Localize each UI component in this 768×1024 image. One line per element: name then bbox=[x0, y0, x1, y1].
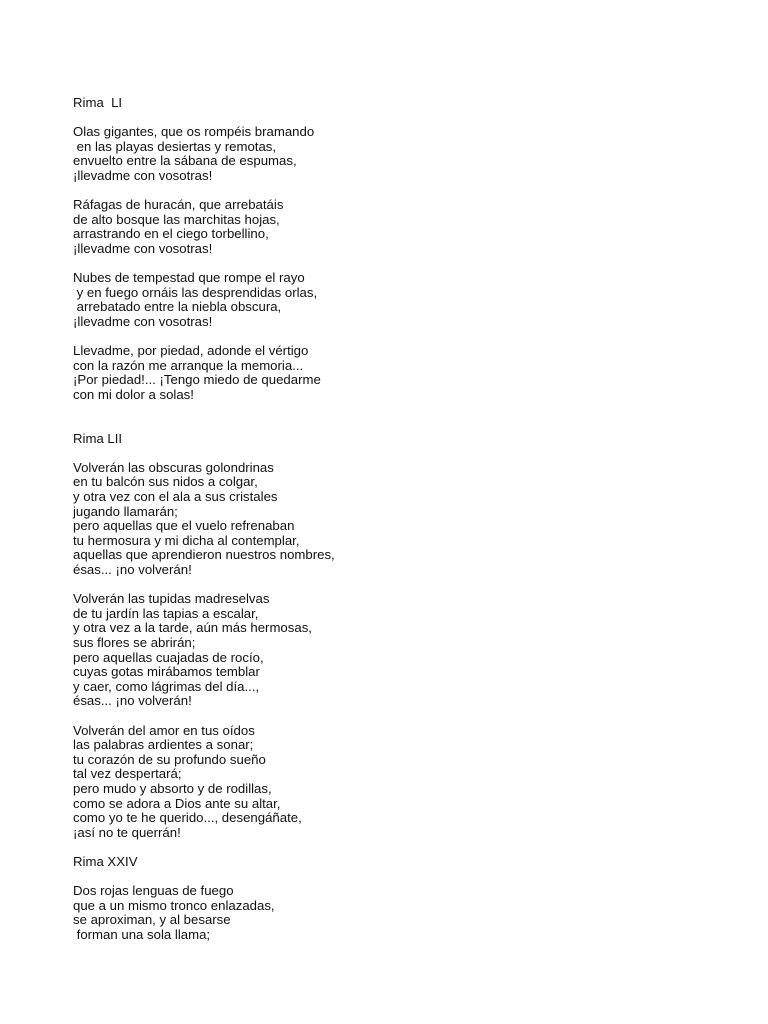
verse-line: arrebatado entre la niebla obscura, bbox=[73, 299, 282, 315]
verse-line: Llevadme, por piedad, adonde el vértigo bbox=[73, 343, 309, 359]
verse-line: ¡llevadme con vosotras! bbox=[73, 167, 213, 183]
verse-line: y otra vez a la tarde, aún más hermosas, bbox=[73, 620, 312, 636]
poem-title: Rima LII bbox=[73, 430, 123, 446]
verse-line: como yo te he querido..., desengáñate, bbox=[73, 810, 302, 826]
verse-line: de tu jardín las tapias a escalar, bbox=[73, 605, 259, 621]
stanza bbox=[73, 271, 733, 329]
verse-line: ¡llevadme con vosotras! bbox=[73, 240, 213, 256]
verse-line: las palabras ardientes a sonar; bbox=[73, 737, 254, 753]
stanza bbox=[73, 125, 733, 183]
verse-line: en tu balcón sus nidos a colgar, bbox=[73, 474, 258, 490]
verse-line: ¡Por piedad!... ¡Tengo miedo de quedarme bbox=[73, 372, 321, 388]
verse-line: jugando llamarán; bbox=[73, 503, 178, 519]
poem-title: Rima XXIV bbox=[73, 853, 138, 869]
verse-line: en las playas desiertas y remotas, bbox=[73, 138, 277, 154]
verse-line: tal vez despertará; bbox=[73, 766, 182, 782]
verse-line: pero mudo y absorto y de rodillas, bbox=[73, 780, 272, 796]
document-page bbox=[73, 96, 733, 957]
verse-line: tu hermosura y mi dicha al contemplar, bbox=[73, 532, 300, 548]
verse-line: ésas... ¡no volverán! bbox=[73, 693, 192, 709]
verse-line: Volverán las tupidas madreselvas bbox=[73, 591, 270, 607]
verse-line: Ráfagas de huracán, que arrebatáis bbox=[73, 197, 284, 213]
verse-line: aquellas que aprendieron nuestros nombres, bbox=[73, 547, 335, 563]
verse-line: y caer, como lágrimas del día..., bbox=[73, 678, 260, 694]
verse-line: ésas... ¡no volverán! bbox=[73, 562, 192, 577]
stanza bbox=[73, 884, 733, 942]
stanza bbox=[73, 592, 733, 709]
verse-line: como se adora a Dios ante su altar, bbox=[73, 795, 281, 811]
stanza bbox=[73, 344, 733, 402]
verse-line: que a un mismo tronco enlazadas, bbox=[73, 897, 275, 913]
verse-line: Olas gigantes, que os rompéis bramando bbox=[73, 124, 315, 140]
verse-line: sus flores se abrirán; bbox=[73, 634, 196, 650]
stanza bbox=[73, 198, 733, 256]
verse-line: pero aquellas que el vuelo refrenaban bbox=[73, 518, 295, 534]
verse-line: ¡llevadme con vosotras! bbox=[73, 313, 213, 329]
verse-line: de alto bosque las marchitas hojas, bbox=[73, 211, 280, 227]
poem-title: Rima LI bbox=[73, 95, 123, 110]
poem-rima-li bbox=[73, 96, 733, 402]
verse-line: y otra vez con el ala a sus cristales bbox=[73, 489, 278, 505]
verse-line: Nubes de tempestad que rompe el rayo bbox=[73, 270, 305, 286]
poem-rima-lii bbox=[73, 432, 733, 841]
verse-line: con la razón me arranque la memoria... bbox=[73, 357, 304, 373]
verse-line: ¡así no te querrán! bbox=[73, 824, 181, 840]
verse-line: envuelto entre la sábana de espumas, bbox=[73, 153, 297, 169]
verse-line: Volverán del amor en tus oídos bbox=[73, 722, 255, 738]
verse-line: cuyas gotas mirábamos temblar bbox=[73, 664, 260, 680]
verse-line: arrastrando en el ciego torbellino, bbox=[73, 226, 269, 242]
poem-rima-xxiv bbox=[73, 855, 733, 943]
stanza bbox=[73, 461, 733, 578]
verse-line: tu corazón de su profundo sueño bbox=[73, 751, 266, 767]
verse-line: con mi dolor a solas! bbox=[73, 386, 194, 402]
stanza bbox=[73, 724, 733, 841]
verse-line: pero aquellas cuajadas de rocío, bbox=[73, 649, 264, 665]
verse-line: Volverán las obscuras golondrinas bbox=[73, 459, 274, 475]
verse-line: forman una sola llama; bbox=[73, 926, 211, 942]
verse-line: y en fuego ornáis las desprendidas orlas, bbox=[73, 284, 318, 300]
verse-line: se aproximan, y al besarse bbox=[73, 912, 231, 928]
verse-line: Dos rojas lenguas de fuego bbox=[73, 883, 234, 899]
